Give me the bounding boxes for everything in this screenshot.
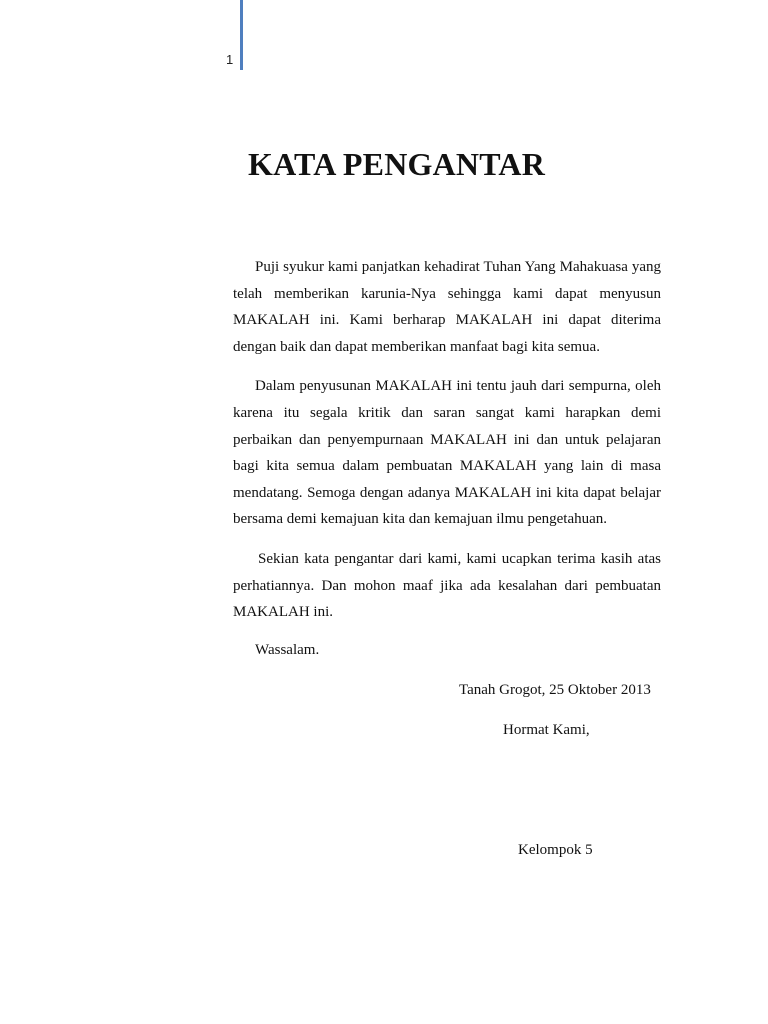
page-number: 1 xyxy=(226,52,234,67)
place-date: Tanah Grogot, 25 Oktober 2013 xyxy=(459,682,651,698)
paragraph-3: Sekian kata pengantar dari kami, kami ucapkan terima kasih atas perhatiannya. Dan mohon maaf jika ada kesalahan dari pembuatan MAKALAH ini. xyxy=(233,550,661,621)
header-rule xyxy=(240,0,243,70)
body-text xyxy=(233,254,661,639)
regards: Hormat Kami, xyxy=(503,722,590,738)
paragraph-2: Dalam penyusunan MAKALAH ini tentu jauh dari sempurna, oleh karena itu segala kritik dan saran sangat kami harapkan demi perbaikan dan penyempurnaan MAKALAH ini dan untuk pelajaran bagi kita semua dalam pembuatan MAKALAH yang lain di masa mendatang. Semoga dengan adanya MAKALAH ini kita dapat belajar bersama demi kemajuan kita dan kemajuan ilmu pengetahuan. xyxy=(233,378,661,528)
paragraph-1: Puji syukur kami panjatkan kehadirat Tuhan Yang Mahakuasa yang telah memberikan karunia-Nya sehingga kami dapat menyusun MAKALAH ini. Kami berharap MAKALAH ini dapat diterima dengan baik dan dapat memberikan manfaat bagi kita semua. xyxy=(233,259,661,355)
page-title: KATA PENGANTAR xyxy=(248,146,546,182)
signature: Kelompok 5 xyxy=(518,842,593,858)
closing-greeting: Wassalam. xyxy=(255,642,320,658)
